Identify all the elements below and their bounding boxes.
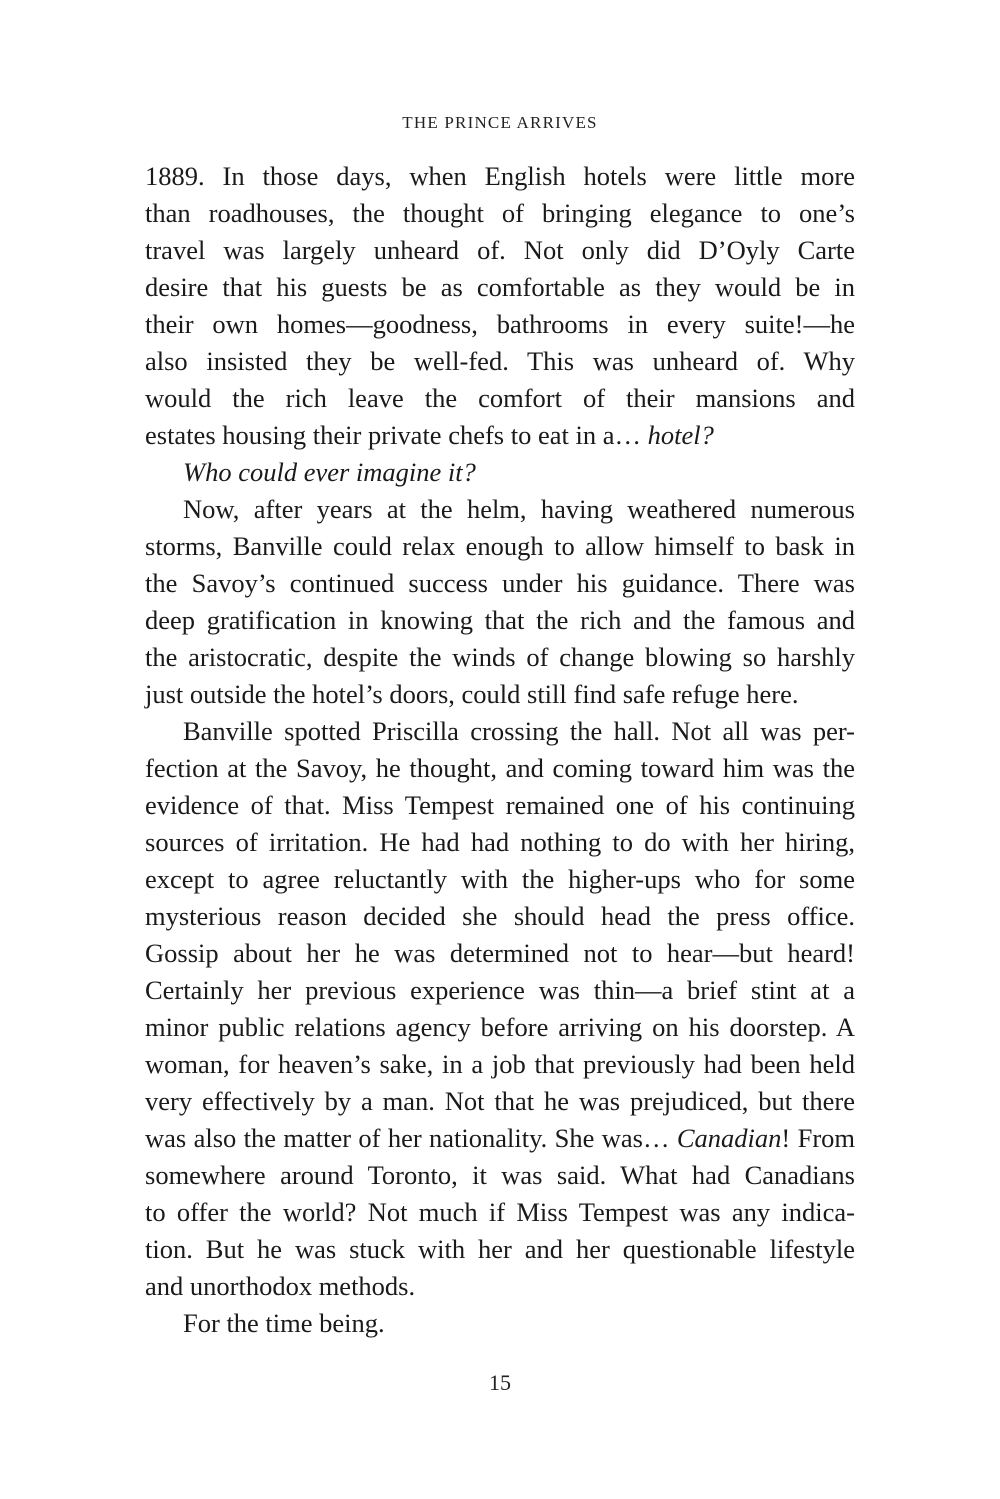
text-line: evidence of that. Miss Tempest remained one of his continuing <box>145 790 855 820</box>
text-line: the Savoy’s continued success under his guidance. There was <box>145 568 855 598</box>
italic-run: hotel? <box>647 420 714 450</box>
text-line: sources of irritation. He had had nothing to do with her hiring, <box>145 827 855 857</box>
text-line: to offer the world? Not much if Miss Tempest was any indica- <box>145 1197 855 1227</box>
text-line: For the time being. <box>183 1308 385 1338</box>
text-line: storms, Banville could relax enough to allow himself to bask in <box>145 531 855 561</box>
text-line: Certainly her previous experience was thin—a brief stint at a <box>145 975 855 1005</box>
text-line: just outside the hotel’s doors, could still find safe refuge here. <box>145 679 799 709</box>
text-line: their own homes—goodness, bathrooms in every suite!—he <box>145 309 855 339</box>
text-run: ! From <box>781 1123 856 1153</box>
text-line: woman, for heaven’s sake, in a job that previously had been held <box>145 1049 855 1079</box>
text-line: minor public relations agency before arriving on his doorstep. A <box>145 1012 855 1042</box>
text-line: would the rich leave the comfort of their mansions and <box>145 383 855 413</box>
text-line: Now, after years at the helm, having weathered numerous <box>183 494 855 524</box>
text-line: travel was largely unheard of. Not only did D’Oyly Carte <box>145 235 855 265</box>
italic-run: Canadian <box>676 1123 782 1153</box>
text-line: deep gratification in knowing that the rich and the famous and <box>145 605 855 635</box>
body-text <box>145 158 855 1342</box>
page-number: 15 <box>489 1370 511 1395</box>
text-line: mysterious reason decided she should head the press office. <box>145 901 855 931</box>
text-line <box>145 1120 855 1157</box>
text-line: and unorthodox methods. <box>145 1271 416 1301</box>
text-line: 1889. In those days, when English hotels were little more <box>145 161 855 191</box>
text-line: tion. But he was stuck with her and her questionable lifestyle <box>145 1234 855 1264</box>
text-line: very effectively by a man. Not that he was prejudiced, but there <box>145 1086 855 1116</box>
text-line: than roadhouses, the thought of bringing elegance to one’s <box>145 198 855 228</box>
text-line: Gossip about her he was determined not to hear—but heard! <box>145 938 855 968</box>
text-run: was also the matter of her nationality. She was… <box>145 1123 677 1153</box>
text-line: desire that his guests be as comfortable as they would be in <box>145 272 855 302</box>
text-line: the aristocratic, despite the winds of change blowing so harshly <box>145 642 855 672</box>
text-run: estates housing their private chefs to eat in a… <box>145 420 648 450</box>
text-line: also insisted they be well-fed. This was unheard of. Why <box>145 346 855 376</box>
text-line: somewhere around Toronto, it was said. What had Canadians <box>145 1160 855 1190</box>
italic-line: Who could ever imagine it? <box>183 457 476 487</box>
running-head: THE PRINCE ARRIVES <box>402 113 598 132</box>
text-line: fection at the Savoy, he thought, and coming toward him was the <box>145 753 855 783</box>
text-line: except to agree reluctantly with the higher-ups who for some <box>145 864 855 894</box>
text-line: Banville spotted Priscilla crossing the hall. Not all was per- <box>183 716 855 746</box>
text-line <box>145 417 855 454</box>
